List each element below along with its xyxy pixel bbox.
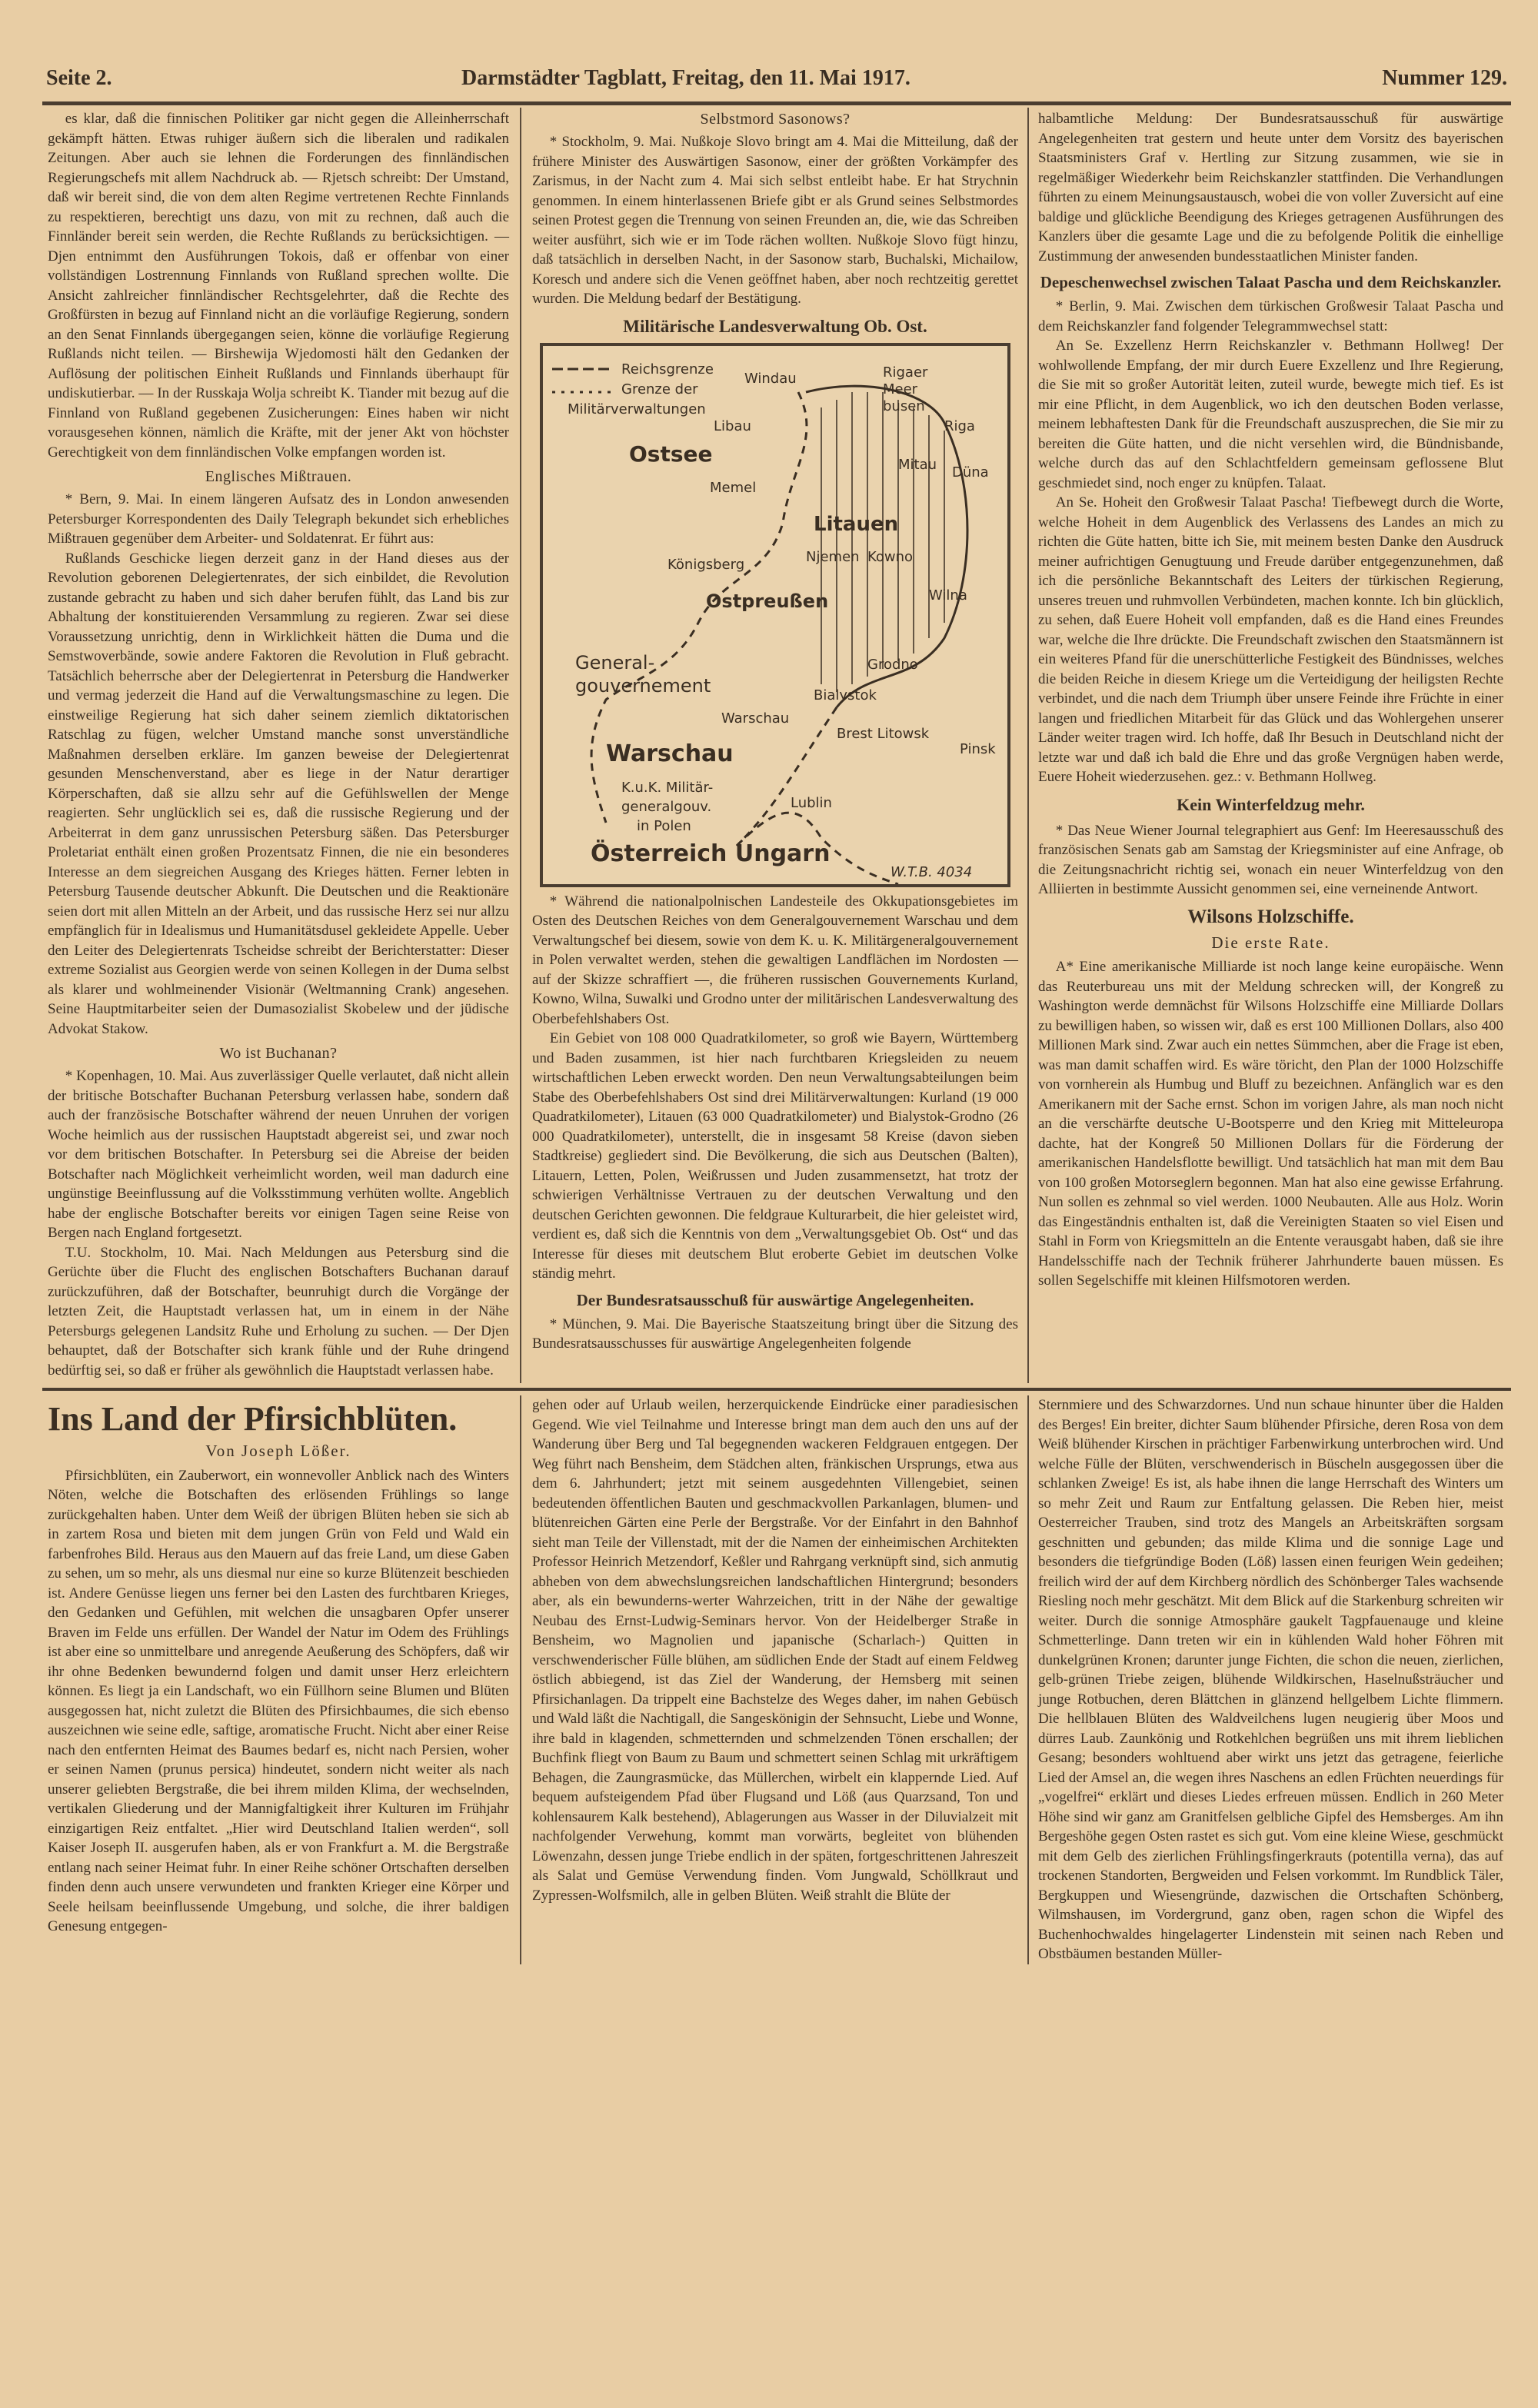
map-label: gouvernement — [575, 674, 711, 697]
article-text: * Kopenhagen, 10. Mai. Aus zuverlässiger Quelle verlautet, daß nicht allein der britische Botschafter Buchanan Petersburg verlassen habe, sondern daß auch der französische Botschafter während der neuen Unruhen der vorigen Woche heimlich aus der russischen Hauptstadt abgereist sei, und zwar noch vor dem britischen Botschafter. In Petersburg sei die Abreise der beiden Botschafter nach Möglichkeit verheimlicht worden, weil man dadurch eine ungünstige Beeinflussung auf die Volksstimmung verhüten wollte. Angeblich habe der englische Botschafter bereits vor einigen Tagen seine Reise von Bergen nach England fortgesetzt. — [48, 1068, 509, 1241]
map-label: K.u.K. Militär- — [621, 779, 714, 796]
map-label: Ostpreußen — [706, 590, 829, 612]
column-2 — [532, 105, 1018, 1354]
map-label: Libau — [714, 417, 751, 434]
column-divider — [1027, 1395, 1029, 1964]
map-label: Ostsee — [629, 441, 713, 467]
map-label: Warschau — [721, 710, 790, 727]
page-number: Seite 2. — [46, 66, 112, 90]
article-text: * Während die nationalpolnischen Landesteile des Okkupationsgebietes im Osten des Deutschen Reiches von dem Generalgouvernement Warschau und dem Verwaltungschef bei diesem, sowie von dem K. u. K. Militärgeneralgouvernement in Polen verwaltet werden, stehen die gewaltigen Landflächen im Nordosten — auf der Skizze schraffiert —, die früheren russischen Gouvernements Kurland, Kowno, Wilna, Suwalki und Grodno unter der militärischen Landesverwaltung des Oberbefehlshabers Ost. — [532, 893, 1018, 1027]
article-text: Rußlands Geschicke liegen derzeit ganz in der Hand dieses aus der Revolution geborenen Delegiertenrates, der sich einbildet, die Revolution zustande gebracht zu haben und sich daher berufen fühlt, das Land bis zur Abhaltung der konstituierenden Versammlung zu regieren. Zwar sei diese Voraussetzung unrichtig, denn in Wirklichkeit hätten die Duma und die Semstwoverbände, sowie andere Faktoren die Revolution in Fluß gebracht. Tatsächlich beherrsche aber der Delegiertenrat in Petersburg die Handwerker und vermag jederzeit die Hand auf die Verwaltungsmaschine zu legen. Die einstweilige Regierung hat sich daher seinem ziemlich diktatorischen Ratschlag zu fügen, welcher Umstand manche sonst unverständliche Maßnahmen derselben erkläre. Im ganzen beweise der Delegiertenrat gesunden Menschenverstand, aber es liege in der Natur derartiger Körperschaften, daß sie allzu sehr auf die Gefühlswellen der Menge reagierten. Sehr unglücklich sei es, daß die russische Regierung und der Arbeiterrat in dem ganz unrussischen Petersburg säßen. Das Petersburger Proletariat enthält einen großen Prozentsatz Finnen, die nie ein besonderes Interesse an dem siegreichen Ausgang des Krieges hätten. Ferner lebten in Petersburg Tausende deutscher Abkunft. Die Deutschen und die Reaktionäre seien dort mit allen Mitteln an der Arbeit, und das russische Herz sei nur allzu empfänglich für in Idealismus und Humanitätsdusel gekleidete Appelle. Ueber den Leiter des Delegiertenrats Tscheidse schreibt der Berichterstatter: Dieser extreme Sozialist aus Georgien werde von seinen Kollegen in der Duma selbst als klarer und wohlmeinender Visionär (Weltmanning Crank) angesehen. Seine Hauptmitarbeiter seien der Dumasozialist Skobelew und der jüdische Advokat Stakow. — [48, 550, 509, 1037]
article-text: An Se. Hoheit den Großwesir Talaat Pascha! Tiefbewegt durch die Worte, welche Hoheit in dem Augenblick des Verlassens des Landes an mich zu richten die Güte hatten, bitte ich Sie, mit meinem besten Danke den Ausdruck meiner aufrichtigen Genugtuung und Freude darüber entgegenzunehmen, daß ich die persönliche Bekanntschaft des Leiters der türkischen Regierung, unseres treuen und ruhmvollen Verbündeten, machen konnte. Ich bin glücklich, zu sehen, daß Euere Hoheit voll empfanden, daß es die Hand eines Freundes war, welche die Ihre drückte. Die Freundschaft zwischen den Staatsmännern ist ein weiteres Pfand für die unerschütterliche Festigkeit des Bündnisses, welches die beiden Reiche in diesem Kriege um die Verteidigung der heiligsten Rechte verbindet, und die nach dem Triumph über unsere Feinde ihre Früchte in einer langen und friedlichen Mitarbeit für das Glück und das Wohlergehen unserer Länder weiter tragen wird. Ich hoffe, daß Ihr Besuch in Deutschland nicht der letzte war und daß ich bald die Ehre und das große Vergnügen haben werde, Euere Hoheit wiederzusehen. gez.: v. Bethmann Hollweg. — [1038, 494, 1503, 785]
feuilleton-column-3 — [1038, 1395, 1503, 1964]
map-label: Österreich Ungarn — [591, 840, 831, 867]
headline-englisches-misstrauen: Englisches Mißtrauen. — [205, 468, 352, 485]
border-line — [737, 707, 837, 846]
map-label: Brest Litowsk — [837, 725, 930, 742]
map-label: Memel — [710, 479, 757, 496]
map-label: busen — [883, 397, 925, 414]
map-label: Njemen — [806, 548, 860, 565]
map-label: Riga — [944, 417, 975, 434]
headline-wo-ist-buchanan: Wo ist Buchanan? — [219, 1045, 338, 1062]
map-labels — [568, 361, 996, 880]
map-graphic — [543, 346, 1007, 884]
article-text: T.U. Stockholm, 10. Mai. Nach Meldungen aus Petersburg sind die Gerüchte über die Flucht des englischen Botschafters Buchanan darauf zurückzuführen, daß der Botschafter, beunruhigt durch die Vorgänge der letzten Zeit, die Hauptstadt verlassen hat, um in einem in der Nähe Petersburgs gelegenen Landsitz Ruhe und Erholung zu suchen. — Der Djen behauptet, daß der Botschafter sich krank fühle und der Ruhe dringend bedürftig sei, so daß er früher als gewöhnlich die Hauptstadt verlassen habe. — [48, 1244, 509, 1379]
map-label: Rigaer — [883, 364, 928, 381]
hatched-area — [821, 392, 944, 692]
feuilleton-title: Ins Land der Pfirsichblüten. — [48, 1400, 458, 1438]
issue-number: Nummer 129. — [1382, 66, 1507, 90]
column-1 — [48, 109, 509, 1380]
map-label: Kowno — [867, 548, 914, 565]
map-label: W.T.B. 4034 — [891, 863, 973, 880]
column-3 — [1038, 109, 1503, 1291]
article-text: es klar, daß die finnischen Politiker gar nicht gegen die Alleinherrschaft gekämpft hätten. Etwas ruhiger äußern sich die liberalen und radikalen Zeitungen. Aber auch sie lehnen die Forderungen des finnländischen Regierungschefs mit allem Nachdruck ab. — Rjetsch schreibt: Der Umstand, daß wir bereit sind, die von dem alten Regime vertretenen Rechte Finnlands zu respektieren, berechtigt uns dazu, von mit zu rechnen, daß auch die Finnländer bereit sein werden, die Rechte Rußlands zu berücksichtigen. — Djen entnimmt den Ausführungen Tokois, daß er offenbar von einer vollständigen Lostrennung Finnlands von Rußland sprechen wollte. Die Ansicht zahlreicher finnländischer Rechtsgelehrter, daß die Rechte des Großfürsten in bezug auf Finnland nicht an die vorläufige Regierung, sondern an den Senat Finnlands übergegangen seien, könne die vorläufige Regierung Rußlands nicht teilen. — Birshewija Wjedomosti hält den Gedanken der Auflösung der politischen Einheit Rußlands und Finnlands überhaupt für undiskutierbar. — In der Russkaja Wolja schreibt K. Tiander mit bezug auf die Finnland von Rußland gegebenen Zusicherungen: Eines haben wir nicht vorausgesehen können, nämlich die Kräfte, mit der jener Akt von höchster Gerechtigkeit von dem finnländischen Volke empfangen worden ist. — [48, 111, 509, 461]
map-label: generalgouv. — [621, 798, 712, 815]
map-label: General- — [575, 651, 655, 674]
feuilleton-rule — [42, 1388, 1511, 1391]
headline-bundesratsausschuss: Der Bundesratsausschuß für auswärtige Angelegenheiten. — [576, 1290, 974, 1309]
headline-selbstmord-sasonows: Selbstmord Sasonows? — [700, 111, 851, 128]
map-label: Reichsgrenze — [621, 361, 714, 377]
headline-kein-winterfeldzug: Kein Winterfeldzug mehr. — [1177, 794, 1365, 814]
map-label: Bialystok — [814, 687, 877, 703]
map-label: Lublin — [791, 794, 832, 811]
map-label: Königsberg — [667, 556, 745, 573]
map-label: Pinsk — [960, 740, 996, 757]
subheadline: Die erste Rate. — [1211, 933, 1330, 952]
article-text: Ein Gebiet von 108 000 Quadratkilometer, so groß wie Bayern, Württemberg und Baden zusammen, ist hier nach furchtbaren Kriegsleiden zu neuem wirtschaftlichen Leben erweckt worden. Den neun Verwaltungsabteilungen beim Stabe des Oberbefehlshabers Ost sind drei Militärverwaltungen: Kurland (19 000 Quadratkilometer), Litauen (63 000 Quadratkilometer) und Bialystok-Grodno (26 000 Quadratkilometer), unterstellt, die in insgesamt 58 Kreise (davon sieben Stadtkreise) gegliedert sind. Die Bevölkerung, die sich aus Deutschen (Balten), Litauern, Letten, Polen, Weißrussen und Juden zusammensetzt, hat trotz der schwierigen Verhältnisse Vertrauen zu der deutschen Verwaltung und den deutschen Gerichten gewonnen. Die feldgraue Kulturarbeit, die hier geleistet wird, verdient es, daß sich die Kenntnis von dem „Verwaltungsgebiet Ob. Ost“ und das Interesse für dieses mit deutschem Blut eroberte Gebiet im deutschen Volke ständig mehrt. — [532, 1030, 1018, 1282]
article-text: * Das Neue Wiener Journal telegraphiert aus Genf: Im Heeresausschuß des französischen Senats gab am Samstag der Kriegsminister auf eine Anfrage, ob die Zeitungsnachricht richtig sei, wonach ein neuer Winterfeldzug von den Alliierten in bestimmte Aussicht genommen sei, eine verneinende Antwort. — [1038, 822, 1503, 897]
article-text: An Se. Exzellenz Herrn Reichskanzler v. Bethmann Hollweg! Der wohlwollende Empfang, der mir durch Euere Exzellenz und Ihre Regierung, die Sie mit so großer Autorität leiten, zuteil wurde, bewegte mich tief. Es ist mir eine Pflicht, in dem Augenblick, wo ich den deutschen Boden verlasse, meinem lebhaftesten Dank für die Freundschaft auszusprechen, die Sie mir zu bereiten die Güte hatten, und die nicht versehlen wird, die Bündnisbande, welche durch das auf den Schlachtfeldern gemeinsam geflossene Blut geschmiedet sind, noch enger zu knüpfen. Talaat. — [1038, 338, 1503, 491]
column-divider — [520, 108, 521, 1383]
map-label: Meer — [883, 381, 918, 397]
map-label: Militärverwaltungen — [568, 401, 706, 417]
map-label: Grenze der — [621, 381, 698, 397]
headline-depeschenwechsel: Depeschenwechsel zwischen Talaat Pascha und dem Reichskanzler. — [1040, 273, 1502, 291]
feuilleton-column-1 — [48, 1395, 509, 1937]
map-label: in Polen — [637, 817, 691, 834]
article-text: gehen oder auf Urlaub weilen, herzerquickende Eindrücke einer paradiesischen Gegend. Wie viel Teilnahme und Interesse bringt man dem auch den uns auf der Wanderung über Berg und Tal begegnenden wackeren Feldgrauen entgegen. Der Weg führt nach Bensheim, dem Städchen alten, fränkischen Ursprungs, etwa aus dem 6. Jahrhundert; jetzt mit seinem ausgedehnten Villengebiet, seinen bedeutenden öffentlichen Bauten und geschmackvollen Parkanlagen, blumen- und blütenreichen Gärten eine Perle der Bergstraße. Vor der Einfahrt in den Bahnhof sieht man Teile der Villenstadt, mit der die Namen der einheimischen Architekten Professor Heinrich Metzendorf, Keßler und Rahrgang verknüpft sind, sich anmutig abheben von dem abwechslungsreichen landschaftlichen Hintergrund; besonders aber, als ein bewunderns-werter Wahrzeichen, tritt in der Nähe der gewaltige Neubau des Ernst-Ludwig-Seminars hervor. Von der Heidelberger Straße in Bensheim, wo Magnolien und japanische (Scharlach-) Quitten in verschwenderischer Fülle blühen, am südlichen Ende der Stadt auf einem Feldweg östlich abbiegend, ist das Ziel der Wanderung, der Hemsberg mit seinen Pfirsichanlagen. Da trippelt eine Bachstelze des Weges daher, im nahen Gebüsch und Wald läßt die Nachtigall, die Sangeskönigin der Sehnsucht, Liebe und Wonne, ihre bald in klagenden, schmetternden und schmelzenden Tönen erschallen; der Buchfink fliegt von Baum zu Baum und schmettert seinen Schlag mit urkräftigem Behagen, die Zaungrasmücke, das Müllerchen, wirbelt ein klappernde Lied. Auf bequem aufsteigendem Pfad über Flugsand und Löß (aus Quarzsand, Ton und kohlensaurem Kalk bestehend), Ablagerungen aus Wasser in der Diluvialzeit mit nachfolgender Verwehung, kommt man vorwärts, begleitet von blühenden Löwenzahn, dessen junge Triebe endlich in der späten, fortgeschrittenen Jahreszeit als Salat und Gemüse Verwendung finden. Vom Jungwald, Schöllkraut und Zypressen-Wolfsmilch, alle in gelben Blüten. Weiß strahlt die Blüte der — [532, 1397, 1018, 1904]
column-divider — [520, 1395, 521, 1964]
article-text: halbamtliche Meldung: Der Bundesratsausschuß für auswärtige Angelegenheiten trat gestern und heute unter dem Vorsitz des bayerischen Staatsministers Graf v. Hertling zur Sitzung zusammen, wie sie in regelmäßiger Wiederkehr beim Reichskanzler stattfinden. Die Verhandlungen führten zu einem Meinungsaustausch, wobei die von voller Zuversicht auf eine baldige und glückliche Beendigung des Krieges getragenen Ausführungen des Kanzlers über die gesamte Lage und die zu befolgende Politik die einhellige Zustimmung der anwesenden bundesstaatlichen Minister fanden. — [1038, 111, 1503, 264]
map-label: Düna — [952, 464, 989, 481]
feuilleton-column-2 — [532, 1395, 1018, 1905]
article-text: * Berlin, 9. Mai. Zwischen dem türkischen Großwesir Talaat Pascha und dem Reichskanzler fand folgender Telegrammwechsel statt: — [1038, 298, 1503, 334]
map-label: Mitau — [898, 456, 937, 473]
map-label: Wilna — [929, 587, 967, 604]
article-text: * München, 9. Mai. Die Bayerische Staatszeitung bringt über die Sitzung des Bundesratsausschusses für auswärtige Angelegenheiten folgende — [532, 1315, 1018, 1352]
article-text: * Bern, 9. Mai. In einem längeren Aufsatz des in London anwesenden Petersburger Korrespondenten des Daily Telegraph bekundet sich erhebliches Mißtrauen gegenüber dem Arbeiter- und Soldatenrat. Er führt aus: — [48, 491, 509, 547]
headline-landesverwaltung: Militärische Landesverwaltung Ob. Ost. — [623, 316, 927, 336]
map-label: Windau — [744, 370, 797, 387]
column-divider — [1027, 108, 1029, 1383]
headline-wilsons-holzschiffe: Wilsons Holzschiffe. — [1187, 906, 1354, 927]
map-label: Grodno — [867, 656, 918, 673]
map-label: Warschau — [606, 740, 734, 767]
map-ob-ost — [540, 343, 1010, 887]
feuilleton-byline: Von Joseph Lößer. — [205, 1442, 351, 1460]
masthead — [46, 60, 1507, 98]
map-label: Litauen — [814, 512, 899, 536]
article-text: A* Eine amerikanische Milliarde ist noch lange keine europäische. Wenn das Reuterbureau uns mit der Meldung schrecken will, der Kongreß zu Washington werde demnächst für Wilsons Holzschiffe eine Milliarde Dollars zu bewilligen haben, so wissen wir, daß es erst 100 Millionen Dollars, also 400 Millionen Mark sind. Zwar auch ein nettes Sümmchen, aber die Frage ist eben, was man damit schaffen wird. Es wäre töricht, den Plan der 1000 Holzschiffe von vornherein als Humbug und Bluff zu bezeichnen. Anfänglich war es den Amerikanern mit der Sache ernst. Schon im vorigen Jahre, als man noch nicht an die verschärfte deutsche U-Bootsperre und den Krieg mit Mitteleuropa dachte, hat der Kongreß 50 Millionen Dollars für die Förderung der amerikanischen Handelsflotte bewilligt. Und tatsächlich hat man mit dem Bau von 100 großen Motorseglern begonnen. Man hat also eine gewisse Erfahrung. Nun sollen es zehnmal so viel werden. 1000 Neubauten. Alle aus Holz. Worin das Eingeständnis enthalten ist, daß die Vereinigten Staaten so viel Eisen und Stahl in Form von Kriegsmitteln an die Entente verausgabt haben, daß sie ihre Handelsschiffe nach der Technik früherer Jahrhunderte bauen müssen. Es sollen Segelschiffe mit kleinen Hilfsmotoren werden. — [1038, 959, 1503, 1289]
article-text: * Stockholm, 9. Mai. Nußkoje Slovo bringt am 4. Mai die Mitteilung, daß der frühere Minister des Auswärtigen Sasonow, einer der größten Vorkämpfer des Zarismus, in der Nacht zum 4. Mai sich selbst entleibt habe. Er hat Strychnin genommen. In einem hinterlassenen Briefe gibt er als Grund seines Selbstmordes seinen Protest gegen die Trennung von seinen Freunden an, die, wie das Schreiben weiter ausführt, sich wie er im Tode rächen wollten. Nußkoje Slovo fügt hinzu, daß tatsächlich in derselben Nacht, in der Sasonow starb, Buchalski, Michailow, Koresch und andere sich die Venen geöffnet haben, aber noch rechtzeitig gerettet wurden. Die Meldung bedarf der Bestätigung. — [532, 134, 1018, 307]
article-text: Pfirsichblüten, ein Zauberwort, ein wonnevoller Anblick nach des Winters Nöten, welche die Botschaften des erlösenden Frühlings so lange zurückgehalten haben. Unter dem Weiß der übrigen Blüten heben sie sich ab in zartem Rosa und bieten mit dem jungen Grün von Feld und Wald ein farbenfrohes Bild. Heraus aus den Mauern auf das freie Land, um diese Gaben zu sehen, um so mehr, als uns diesmal nur eine so kurze Blütenzeit beschieden ist. Andere Genüsse liegen uns ferner bei den Lasten des furchtbaren Krieges, den Gedanken und Gefühlen, mit welchen die unsagbaren Opfer unserer Braven im Felde uns erfüllen. Der Wandel der Natur im Odem des Frühlings ist aber eine so unmittelbare und anregende Aeußerung des Schöpfers, daß wir ihr ohne Bedenken bewundernd folgen und damit unser Herz erleichtern können. Es liegt ja ein Landschaft, wo ein Füllhorn seine Blumen und Blüten ausgegossen hat, nicht zuletzt die Blüten des Pfirsichbaumes, die sich ebenso auszeichnen wie seine edle, saftige, aromatische Frucht. Nicht aber einer Reise nach den entfernten Heimat des Baumes bedarf es, nicht nach Persien, woher er seinen Namen (prunus persica) hindeutet, sondern nicht weiter als nach unserer geliebten Bergstraße, die bei ihrem milden Klima, der wechselnden, vertikalen Gliederung und der Mannigfaltigkeit ihrer Kulturen im Frühjahr einzigartigen Reiz entfaltet. „Hier wird Deutschland Italien werden“, soll Kaiser Joseph II. ausgerufen haben, als er von Frankfurt a. M. die Bergstraße entlang nach seiner Heimat fuhr. In einer Reihe schöner Ortschaften derselben finden denn auch unsere verwundeten und frankten Krieger eine Körper und Seele heilsam beeinflussende Umgebung, und solche, die ihrer baldigen Genesung entgegen- — [48, 1467, 509, 1934]
newspaper-title: Darmstädter Tagblatt, Freitag, den 11. Mai 1917. — [461, 66, 910, 90]
article-text: Sternmiere und des Schwarzdornes. Und nun schaue hinunter über die Halden des Berges! Ein breiter, dichter Saum blühender Pfirsiche, deren Rosa von dem Weiß blühender Kirschen in prächtiger Farbenwirkung unterbrochen wird. Und welche Fülle der Blüten, verschwenderisch in Büscheln ausgegossen über die schlanken Zweige! Es ist, als habe ihnen die lange Herrschaft des Winters um so mehr Zeit und Raum zur Entfaltung gelassen. Die Reben hier, meist Oesterreicher Trauben, sind trotz des Mangels an Arbeitskräften sorgsam geschnitten und gebunden; das milde Klima und die sonnige Lage und besonders die tiefgründige Boden (Löß) lassen einen feurigen Wein gedeihen; freilich wird der auf dem Kirchberg nördlich des Schönberger Tales wachsende Riesling noch mehr geschätzt. Mit dem Blick auf die Starkenburg schreiten wir weiter. Durch die sonnige Atmosphäre gaukelt Tagpfauenauge und kleine Schmetterlinge. Dann treten wir ein in kühlenden Wald hoher Föhren mit dunkelgrünen Kronen; darunter junge Fichten, die schon die neuen, zierlichen, gelb-grünen Triebe zeigen, blühende Wildkirschen, Haselnußsträucher und junge Rotbuchen, deren Blättchen in glänzend hellgelbem Lichte flimmern. Die hellblauen Blüten des Waldveilchens lugen neugierig über Moos und dürres Laub. Zaunkönig und Rotkehlchen begrüßen uns mit ihrem lieblichen Gesang; besonders wohltuend aber wirkt uns jetzt das getragene, feierliche Lied der Amsel an, die wegen ihres Naschens an edlen Früchten neuerdings für „vogelfrei“ erklärt und dieses Liedes erfreuen müssen. Endlich in 260 Meter Höhe sind wir ganz am Granitfelsen gelbliche Gipfel des Hemsberges. Am ihn Bergeshöhe gegen Osten rastet es sich gut. Vom eine kleine Wiese, geschmückt mit dem Gelb des zierlichen Frühlingsfingerkrauts (potentilla verna), das auf trockenen Standorten, Bergweiden und Felsen vorkommt. Im Rundblick Täler, Bergkuppen und Wiesengründe, dazwischen die Ortschaften Schönberg, Wilmshausen, im Vordergrund, ganz oben, ragen schon die Wipfel des Buchenhochwaldes hingelagerter Lindenstein mit seinen nach Reben und Obstbäumen bestanden Müller- — [1038, 1397, 1503, 1962]
